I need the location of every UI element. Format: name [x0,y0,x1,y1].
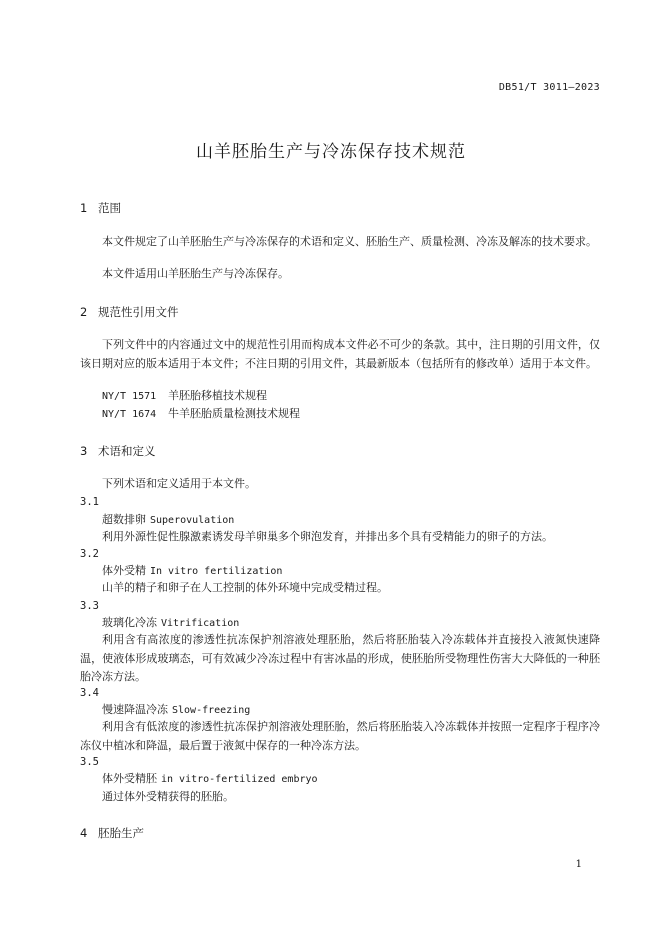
reference-item [102,387,267,407]
section-4-heading [80,824,144,843]
section-title: 规范性引用文件 [98,305,179,319]
term-zh: 玻璃化冷冻 [102,616,157,629]
term-number: 3.1 [80,496,99,508]
reference-title: 牛羊胚胎质量检测技术规程 [168,407,300,420]
standard-number: DB51/T 3011—2023 [498,82,600,93]
section-number: 1 [80,201,88,215]
term-zh: 体外受精 [102,564,146,577]
reference-code: NY/T 1674 [102,409,157,420]
reference-item [102,405,300,425]
reference-title: 羊胚胎移植技术规程 [168,389,267,402]
scope-applicability: 本文件适用山羊胚胎生产与冷冻保存。 [102,267,289,280]
term-en: in vitro-fertilized embryo [161,774,318,785]
term-definition: 利用外源性促性腺激素诱发母羊卵巢多个卵泡发育，并排出多个具有受精能力的卵子的方法。 [102,530,553,543]
term-number: 3.2 [80,548,99,560]
section-3-heading [80,442,156,461]
normative-references-paragraph: 下列文件中的内容通过文中的规范性引用而构成本文件必不可少的条款。其中，注日期的引用文件，仅该日期对应的版本适用于本文件；不注日期的引用文件，其最新版本（包括所有的修改单）适用于本文件。 [80,338,600,370]
scope-paragraph: 本文件规定了山羊胚胎生产与冷冻保存的术语和定义、胚胎生产、质量检测、冷冻及解冻的技术要求。 [102,235,597,248]
term-definition: 通过体外受精获得的胚胎。 [102,790,234,803]
section-title: 范围 [98,201,121,215]
section-number: 4 [80,826,88,840]
term-heading [102,770,318,790]
section-title: 胚胎生产 [98,826,144,840]
section-number: 2 [80,305,88,319]
section-title: 术语和定义 [98,444,156,458]
term-definition: 利用含有高浓度的渗透性抗冻保护剂溶液处理胚胎，然后将胚胎装入冷冻载体并直接投入液氮快速降温，使液体形成玻璃态，可有效减少冷冻过程中有害冰晶的形成，使胚胎所受物理性伤害大大降低的一种胚胎冷冻方法。 [80,633,600,683]
term-en: Vitrification [161,618,240,629]
terms-intro: 下列术语和定义适用于本文件。 [102,477,256,490]
section-1-heading [80,199,121,218]
term-number: 3.3 [80,600,99,612]
page-number: 1 [575,859,582,870]
term-definition: 利用含有低浓度的渗透性抗冻保护剂溶液处理胚胎，然后将胚胎装入冷冻载体并按照一定程序于程序冷冻仪中植冰和降温，最后置于液氮中保存的一种冷冻方法。 [80,720,600,752]
reference-code: NY/T 1571 [102,391,157,402]
document-title: 山羊胚胎生产与冷冻保存技术规范 [196,142,466,162]
term-number: 3.4 [80,687,99,699]
section-number: 3 [80,444,88,458]
term-number: 3.5 [80,756,99,768]
term-en: In vitro fertilization [150,566,283,577]
term-zh: 慢速降温冷冻 [102,703,168,716]
section-2-heading [80,303,179,322]
term-en: Slow-freezing [172,705,251,716]
term-zh: 体外受精胚 [102,772,157,785]
term-definition: 山羊的精子和卵子在人工控制的体外环境中完成受精过程。 [102,581,388,594]
term-zh: 超数排卵 [102,513,146,526]
term-en: Superovulation [150,515,235,526]
